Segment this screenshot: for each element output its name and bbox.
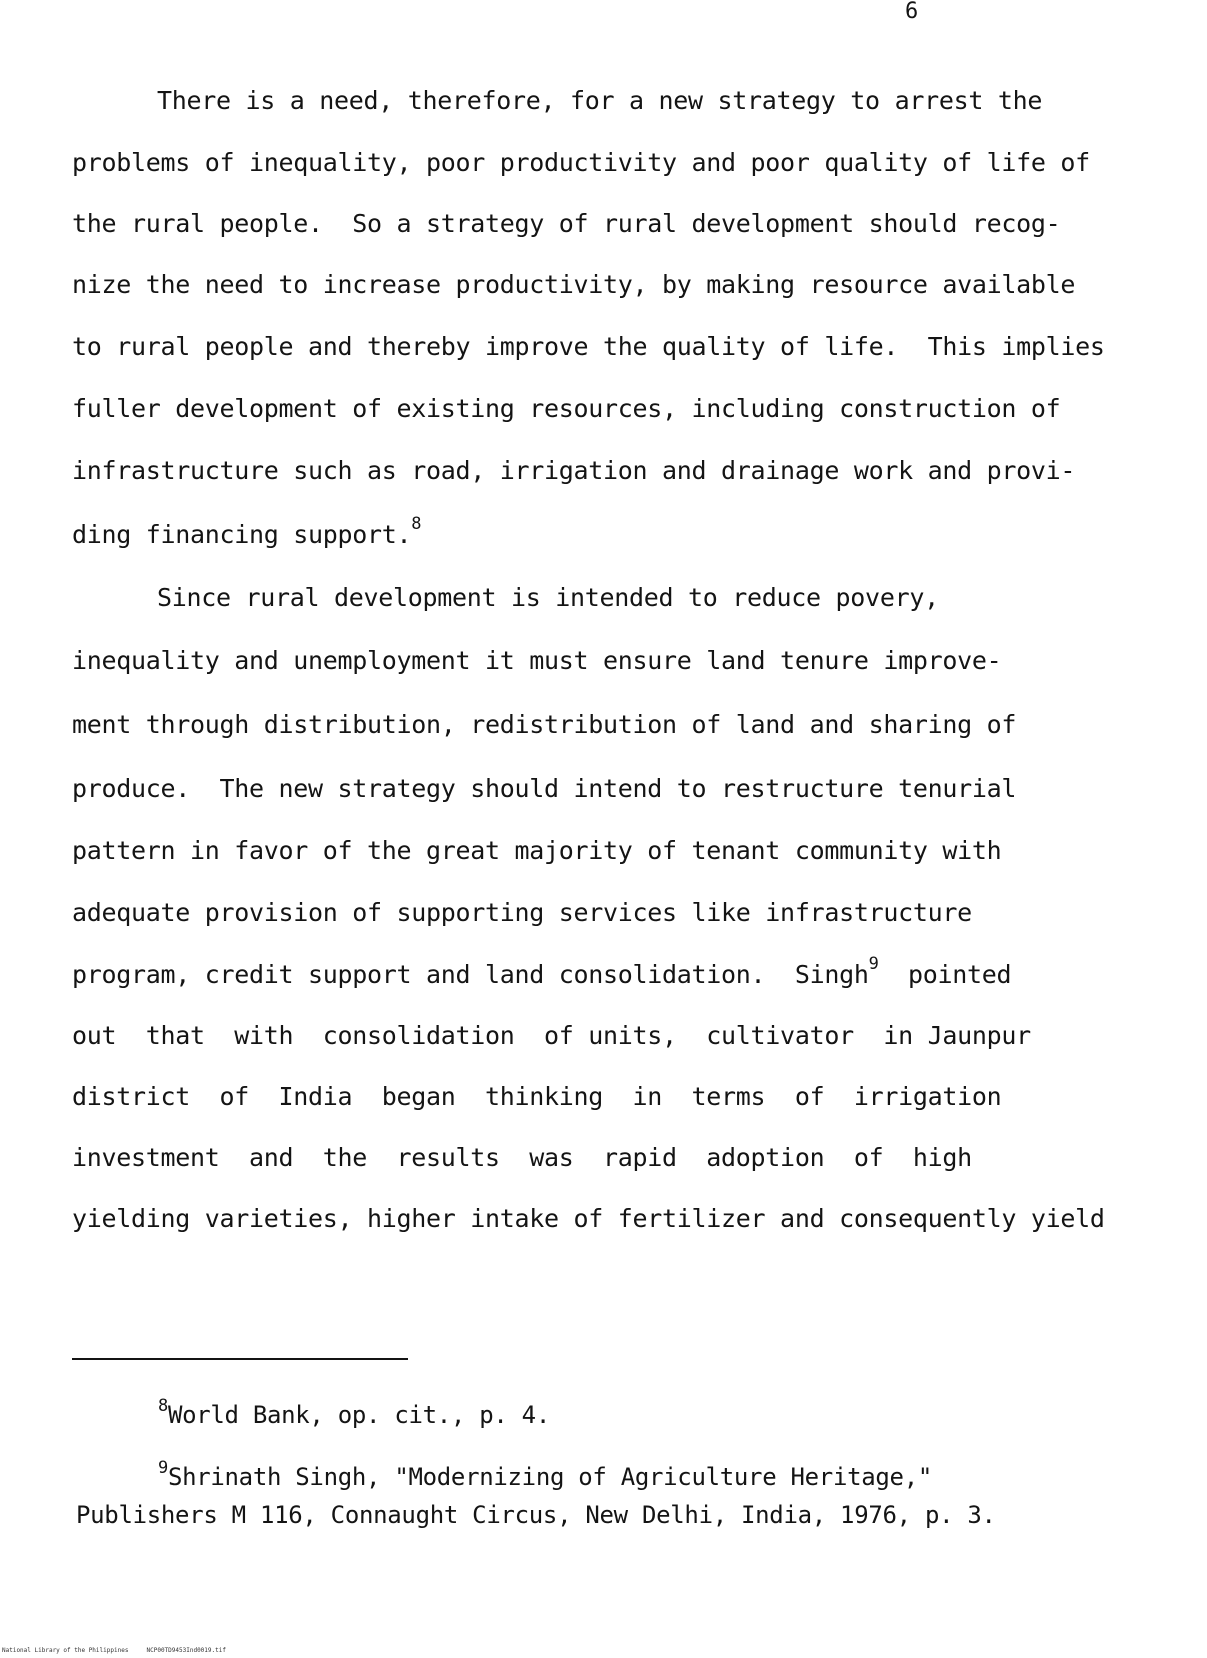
paragraph1-line-8-text: ding financing support.	[72, 520, 412, 549]
paragraph2-line-11: yielding varieties, higher intake of fertilizer and consequently yield	[72, 1204, 1105, 1233]
paragraph2-line-6: adequate provision of supporting services like infrastructure	[72, 898, 972, 927]
paragraph2-line-5: pattern in favor of the great majority of tenant community with	[72, 836, 1002, 865]
footnote-8-text: World Bank, op. cit., p. 4.	[167, 1401, 550, 1429]
paragraph1-line-8	[72, 514, 422, 553]
footnote-9-line-2: Publishers M 116, Connaught Circus, New Delhi, India, 1976, p. 3.	[76, 1501, 996, 1529]
footnote-ref-8: 8	[411, 514, 422, 534]
paragraph2-line-10: investment and the results was rapid adoption of high	[72, 1143, 972, 1172]
paragraph1-line-3: the rural people. So a strategy of rural development should recog-	[72, 209, 1061, 238]
paragraph1-line-4: nize the need to increase productivity, by making resource available	[72, 270, 1076, 299]
paragraph1-line-1: There is a need, therefore, for a new strategy to arrest the	[157, 86, 1043, 115]
paragraph2-line-4: produce. The new strategy should intend to restructure tenurial	[72, 774, 1017, 803]
paragraph2-line-3: ment through distribution, redistribution of land and sharing of	[72, 710, 1017, 739]
footnote-9-line-1	[158, 1458, 932, 1495]
footnote-separator	[72, 1358, 408, 1360]
paragraph2-line-9: district of India began thinking in terms of irrigation	[72, 1082, 1002, 1111]
footnote-9-number: 9	[158, 1458, 168, 1478]
footnote-8	[158, 1396, 550, 1433]
footnote-ref-9: 9	[868, 954, 879, 974]
footnote-9-text-1: Shrinath Singh, "Modernizing of Agriculture Heritage,"	[167, 1463, 932, 1491]
footnote-8-number: 8	[158, 1396, 168, 1416]
paragraph1-line-7: infrastructure such as road, irrigation and drainage work and provi-	[72, 456, 1076, 485]
paragraph2-line-7	[72, 954, 1012, 993]
paragraph1-line-2: problems of inequality, poor productivity and poor quality of life of	[72, 148, 1090, 177]
paragraph1-line-6: fuller development of existing resources, including construction of	[72, 394, 1061, 423]
paragraph1-line-5: to rural people and thereby improve the quality of life. This implies	[72, 332, 1105, 361]
paragraph2-line-7-text: program, credit support and land consolidation. Singh	[72, 960, 869, 989]
paragraph2-line-7-tail: pointed	[908, 960, 1012, 989]
paragraph2-line-1: Since rural development is intended to reduce povery,	[157, 583, 939, 612]
paragraph2-line-8: out that with consolidation of units, cultivator in Jaunpur	[72, 1021, 1031, 1050]
paragraph2-line-2: inequality and unemployment it must ensure land tenure improve-	[72, 646, 1002, 675]
library-scan-footer: National Library of the Philippines NCP00TD9453Ind0019.tif	[2, 1647, 226, 1654]
page-number: 6	[905, 0, 919, 24]
